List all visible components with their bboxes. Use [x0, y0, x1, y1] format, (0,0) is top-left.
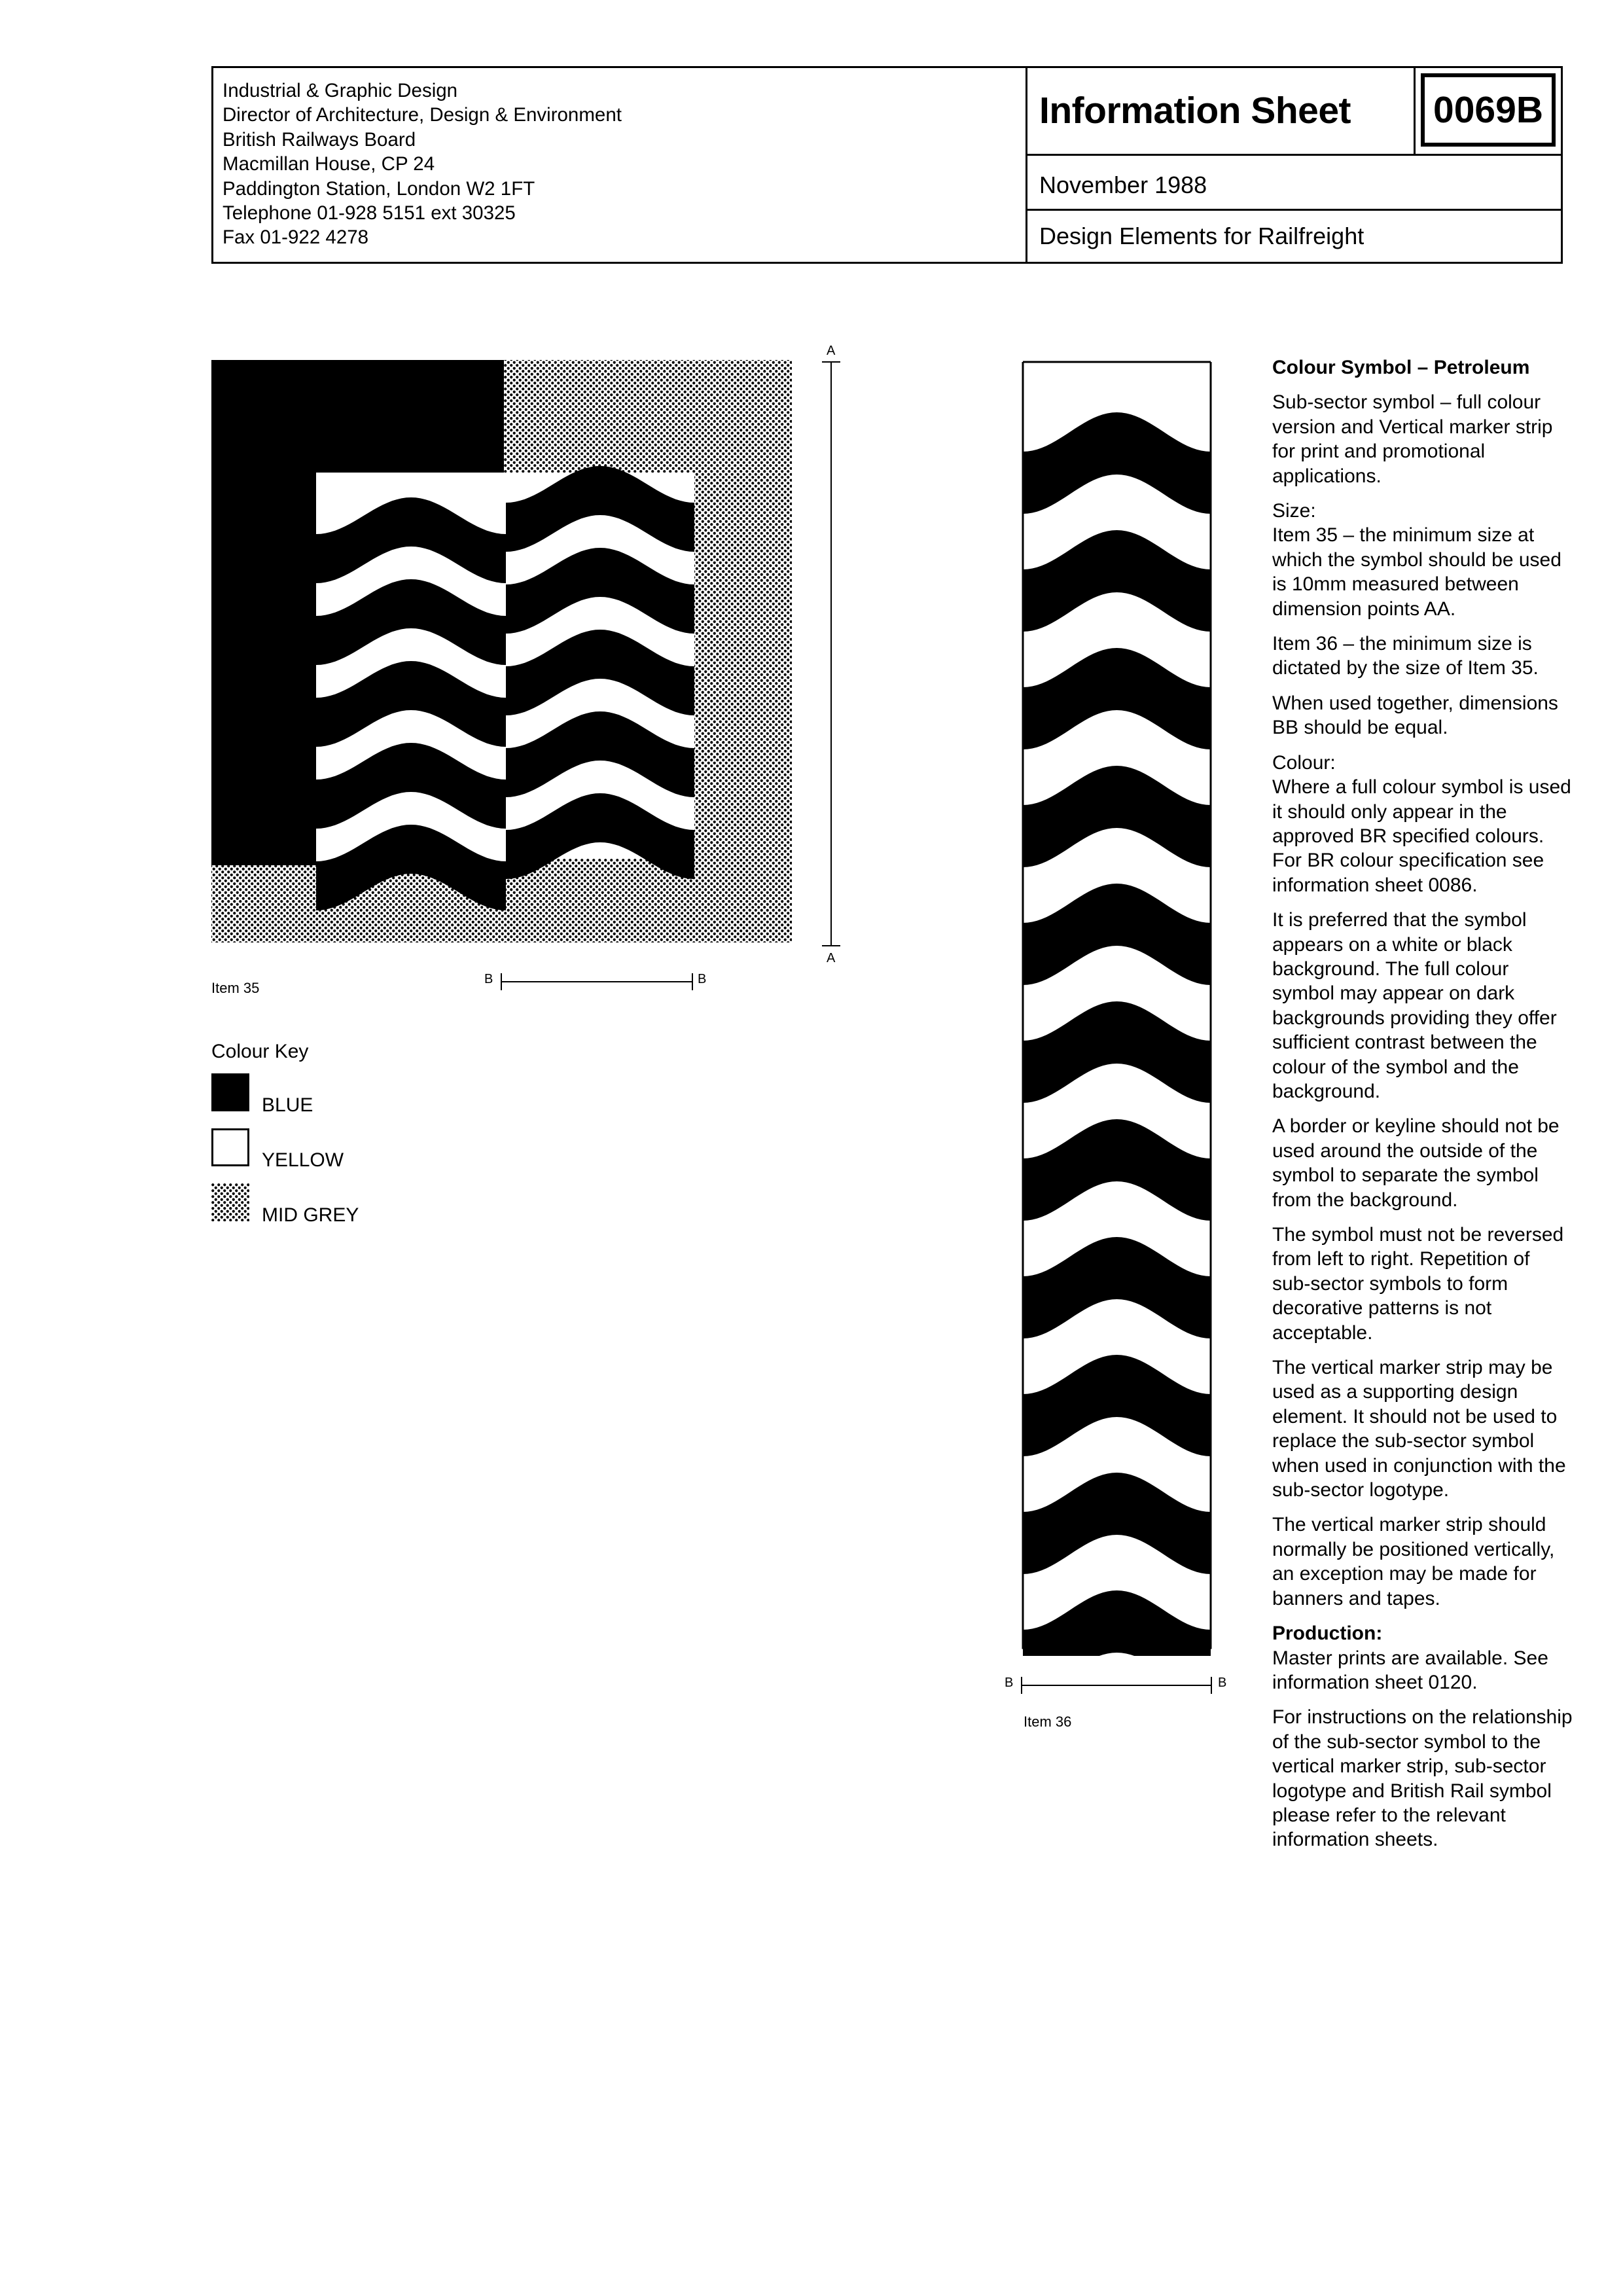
dim-a-bottom-label: A [827, 951, 836, 965]
together-paragraph: When used together, dimensions BB should be equal. [1272, 692, 1558, 739]
sheet-title: Information Sheet [1039, 90, 1351, 132]
sheet-date: November 1988 [1039, 171, 1207, 198]
dimension-aa [818, 344, 844, 965]
strip-wave-band [1023, 1119, 1211, 1221]
strip-wave-band [1023, 1237, 1211, 1338]
size-item35-paragraph: Item 35 – the minimum size at which the symbol should be used is 10mm measured between dimension points AA. [1272, 524, 1561, 620]
dim-b-right-label: B [698, 972, 707, 986]
production-paragraph: Master prints are available. See information sheet 0120. [1272, 1647, 1548, 1693]
strip-wave-band [1023, 1355, 1211, 1456]
address-block [223, 79, 622, 250]
key-swatch-blue [211, 1073, 249, 1111]
colour-heading: Colour: [1272, 751, 1336, 774]
item36-label: Item 36 [1024, 1713, 1072, 1730]
strip-support-paragraph: The vertical marker strip may be used as a supporting design element. It should not be used to replace the sub-sector symbol when used in conjunction with the sub-sector logotype. [1272, 1357, 1566, 1501]
dim-a-top-label: A [827, 344, 836, 358]
vertical-marker-strip [1021, 360, 1217, 1656]
preferred-paragraph: It is preferred that the symbol appears on a white or black background. The full colour symbol may appear on dark backgrounds providing they offer sufficient contrast between the colour of the symbol and the background. [1272, 909, 1557, 1102]
instructions-paragraph: For instructions on the relationship of the sub-sector symbol to the vertical marker strip, sub-sector logotype and British Rail symbol please refer to the relevant information sheets. [1272, 1706, 1573, 1851]
petroleum-symbol [209, 340, 798, 949]
strip-wave-band [1023, 766, 1211, 867]
dimension-line-bb [499, 972, 695, 992]
key-swatch-mid-grey [211, 1183, 249, 1221]
address-line: Macmillan House, CP 24 [223, 153, 435, 175]
address-line: British Railways Board [223, 128, 416, 151]
strip-wave-band [1023, 648, 1211, 749]
sheet-number-cell [1414, 68, 1563, 156]
address-line: Fax 01-922 4278 [223, 226, 369, 249]
item35-label: Item 35 [211, 980, 260, 996]
address-line: Director of Architecture, Design & Environment [223, 104, 622, 126]
size-item36-paragraph: Item 36 – the minimum size is dictated by the size of Item 35. [1272, 633, 1539, 679]
strip-wave-band [1023, 412, 1211, 514]
reversal-paragraph: The symbol must not be reversed from left to right. Repetition of sub-sector symbols to form decorative patterns is not acceptable. [1272, 1224, 1564, 1344]
strip-waves [1023, 412, 1211, 1656]
header-date-row [1027, 156, 1563, 211]
sheet-number: 0069B [1421, 73, 1556, 147]
header-box [211, 66, 1563, 264]
section-title: Colour Symbol – Petroleum [1272, 357, 1530, 378]
production-heading: Production: [1272, 1623, 1383, 1645]
strip-wave-band [1023, 884, 1211, 985]
strip-wave-band [1023, 1001, 1211, 1103]
key-label-yellow: YELLOW [262, 1149, 344, 1171]
key-label-mid-grey: MID GREY [262, 1204, 359, 1226]
dimension-line-aa [818, 359, 844, 948]
key-swatch-yellow [211, 1128, 249, 1166]
strip-wave-band [1023, 1590, 1211, 1656]
key-label-blue: BLUE [262, 1094, 313, 1116]
description-column [1272, 355, 1573, 1863]
dimension-line-strip [1019, 1676, 1215, 1695]
size-heading: Size: [1272, 500, 1316, 522]
dim-b-left-label: B [1005, 1676, 1014, 1690]
dimension-bb [484, 972, 707, 992]
address-line: Telephone 01-928 5151 ext 30325 [223, 202, 516, 224]
strip-position-paragraph: The vertical marker strip should normally be positioned vertically, an exception may be made for banners and tapes. [1272, 1514, 1555, 1609]
strip-wave-band [1023, 1473, 1211, 1574]
address-line: Industrial & Graphic Design [223, 80, 458, 101]
header-address-cell [213, 68, 1027, 262]
dim-b-left-label: B [484, 972, 493, 986]
symbol-blue-stem [211, 360, 316, 865]
dimension-bb-strip [1005, 1676, 1240, 1695]
header-title-row [1027, 68, 1563, 156]
sheet-subject: Design Elements for Railfreight [1039, 223, 1364, 249]
border-paragraph: A border or keyline should not be used around the outside of the symbol to separate the symbol from the background. [1272, 1115, 1560, 1211]
address-line: Paddington Station, London W2 1FT [223, 177, 535, 200]
colour-paragraph: Where a full colour symbol is used it should only appear in the approved BR specified colours. For BR colour specification see information sheet 0086. [1272, 776, 1571, 896]
intro-paragraph: Sub-sector symbol – full colour version and Vertical marker strip for print and promotional applications. [1272, 391, 1553, 487]
dim-b-right-label: B [1218, 1676, 1227, 1690]
colour-key-title: Colour Key [211, 1041, 309, 1062]
strip-wave-band [1023, 530, 1211, 632]
